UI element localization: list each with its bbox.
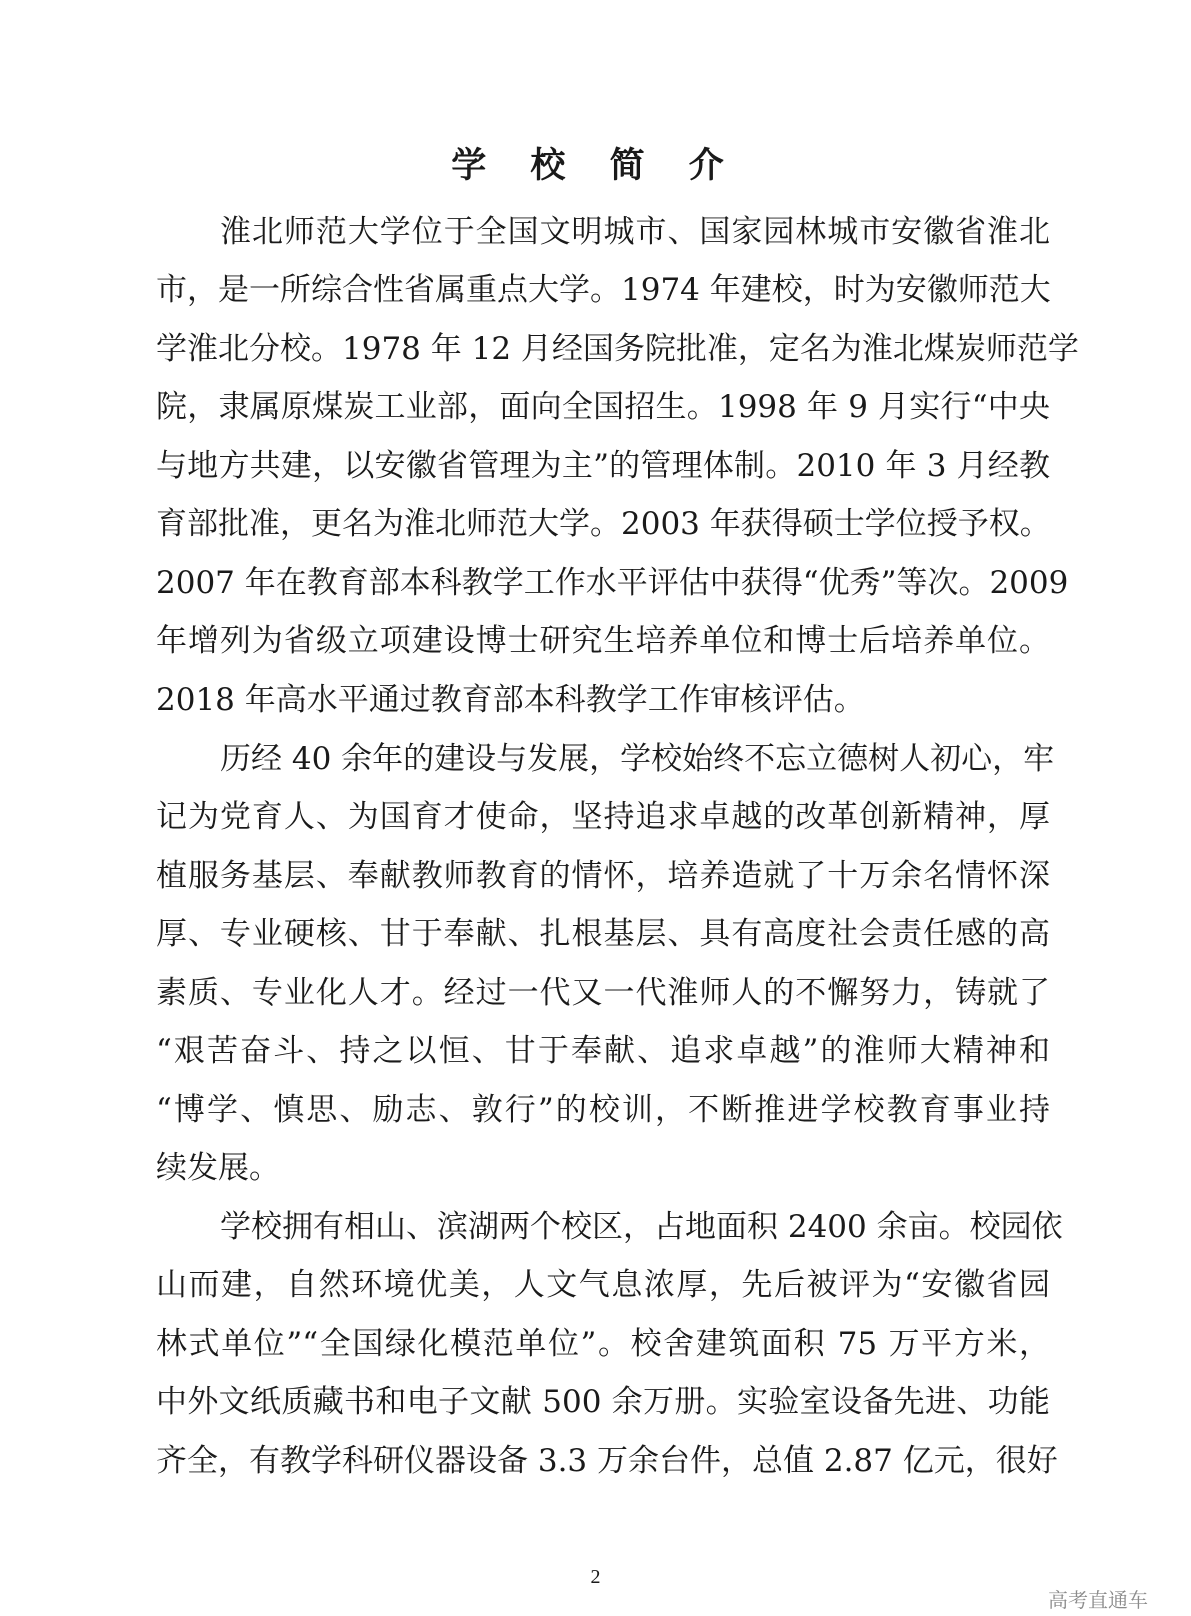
paragraph-2-line-8: 续发展。: [156, 1150, 280, 1186]
paragraph-1-line-1: 淮北师范大学位于全国文明城市、国家园林城市安徽省淮北: [220, 214, 1050, 250]
page-title: 学 校 简 介: [451, 146, 740, 186]
paragraph-2-line-3: 植服务基层、奉献教师教育的情怀，培养造就了十万余名情怀深: [156, 858, 1050, 894]
paragraph-1-line-2: 市，是一所综合性省属重点大学。1974 年建校，时为安徽师范大: [156, 272, 1051, 308]
paragraph-3-line-5: 齐全，有教学科研仪器设备 3.3 万余台件，总值 2.87 亿元，很好: [156, 1443, 1058, 1479]
paragraph-2-line-4: 厚、专业硬核、甘于奉献、扎根基层、具有高度社会责任感的高: [156, 916, 1050, 952]
paragraph-3-line-2: 山而建，自然环境优美，人文气息浓厚，先后被评为“安徽省园: [156, 1267, 1050, 1303]
paragraph-1-line-4: 院，隶属原煤炭工业部，面向全国招生。1998 年 9 月实行“中央: [156, 389, 1050, 425]
paragraph-1-line-9: 2018 年高水平通过教育部本科教学工作审核评估。: [156, 682, 865, 718]
paragraph-1-line-7: 2007 年在教育部本科教学工作水平评估中获得“优秀”等次。2009: [156, 565, 1069, 601]
paragraph-2-line-2: 记为党育人、为国育才使命，坚持追求卓越的改革创新精神，厚: [156, 799, 1050, 835]
paragraph-2-line-7: “博学、慎思、励志、敦行”的校训，不断推进学校教育事业持: [156, 1092, 1050, 1128]
paragraph-1-line-8: 年增列为省级立项建设博士研究生培养单位和博士后培养单位。: [156, 623, 1050, 659]
paragraph-3-line-4: 中外文纸质藏书和电子文献 500 余万册。实验室设备先进、功能: [156, 1384, 1050, 1420]
paragraph-1-line-6: 育部批准，更名为淮北师范大学。2003 年获得硕士学位授予权。: [156, 506, 1051, 542]
paragraph-3-line-1: 学校拥有相山、滨湖两个校区，占地面积 2400 余亩。校园依: [220, 1209, 1063, 1245]
paragraph-2-line-5: 素质、专业化人才。经过一代又一代淮师人的不懈努力，铸就了: [156, 975, 1050, 1011]
paragraph-1-line-5: 与地方共建，以安徽省管理为主”的管理体制。2010 年 3 月经教: [156, 448, 1050, 484]
watermark: 高考直通车: [1048, 1588, 1148, 1612]
paragraph-3-line-3: 林式单位”“全国绿化模范单位”。校舍建筑面积 75 万平方米，: [156, 1326, 1050, 1362]
paragraph-1-line-3: 学淮北分校。1978 年 12 月经国务院批准，定名为淮北煤炭师范学: [156, 331, 1079, 367]
paragraph-2-line-1: 历经 40 余年的建设与发展，学校始终不忘立德树人初心，牢: [220, 741, 1055, 777]
page-number: 2: [590, 1566, 601, 1588]
paragraph-2-line-6: “艰苦奋斗、持之以恒、甘于奉献、追求卓越”的淮师大精神和: [156, 1033, 1050, 1069]
